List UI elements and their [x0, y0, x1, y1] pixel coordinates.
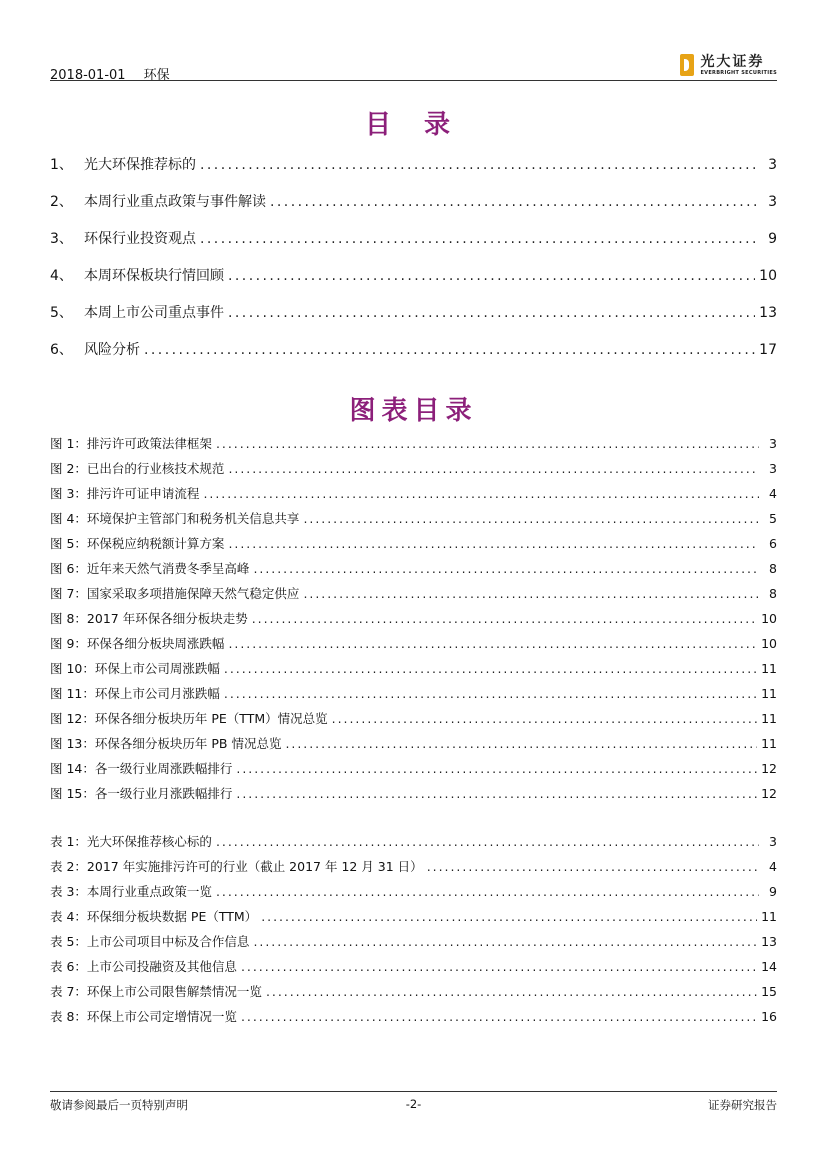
- dot-leader: [236, 786, 757, 801]
- toc-entry-page: 13: [759, 305, 777, 321]
- figure-entry-page: 6: [769, 536, 777, 551]
- report-date: 2018-01-01: [50, 68, 126, 83]
- figure-entry[interactable]: [50, 509, 777, 534]
- dot-leader: [200, 157, 759, 173]
- toc-entry-page: 9: [768, 231, 777, 247]
- figure-entry-page: 12: [761, 761, 777, 776]
- dot-leader: [285, 736, 757, 751]
- figure-entry[interactable]: [50, 659, 777, 684]
- toc-entry[interactable]: [50, 154, 777, 191]
- dot-leader: [261, 909, 757, 924]
- dot-leader: [228, 636, 757, 651]
- figure-entry-title[interactable]: 图 13：环保各细分板块历年 PB 情况总览: [50, 736, 282, 751]
- figure-entry[interactable]: [50, 684, 777, 709]
- table-entry-page: 3: [769, 834, 777, 849]
- toc-entry[interactable]: [50, 228, 777, 265]
- table-entry-title[interactable]: 表 3：本周行业重点政策一览: [50, 884, 212, 899]
- figure-entry-title[interactable]: 图 11：环保上市公司月涨跌幅: [50, 686, 220, 701]
- toc-entry-title[interactable]: 风险分析: [84, 342, 140, 358]
- toc-title: 目 录: [364, 110, 463, 140]
- figure-entry-page: 3: [769, 461, 777, 476]
- table-entry[interactable]: [50, 982, 777, 1007]
- toc-entry[interactable]: [50, 191, 777, 228]
- figure-entry[interactable]: [50, 784, 777, 809]
- page-footer: [50, 1097, 777, 1113]
- dot-leader: [303, 586, 759, 601]
- toc-entry[interactable]: [50, 339, 777, 376]
- header-divider: [50, 80, 777, 81]
- figure-entry-title[interactable]: 图 1：排污许可政策法律框架: [50, 436, 212, 451]
- table-entry-title[interactable]: 表 2：2017 年实施排污许可的行业（截止 2017 年 12 月 31 日）: [50, 859, 423, 874]
- figure-entry[interactable]: [50, 484, 777, 509]
- table-entry-page: 9: [769, 884, 777, 899]
- table-entry[interactable]: [50, 832, 777, 857]
- dot-leader: [228, 305, 755, 321]
- figure-entry-title[interactable]: 图 4：环境保护主管部门和税务机关信息共享: [50, 511, 300, 526]
- toc-list: [50, 154, 777, 376]
- table-entry[interactable]: [50, 1007, 777, 1032]
- figure-entry-title[interactable]: 图 3：排污许可证申请流程: [50, 486, 200, 501]
- logo-cn-text: 光大证券: [700, 53, 765, 70]
- page-number: -2-: [405, 1097, 422, 1111]
- table-entry-title[interactable]: 表 8：环保上市公司定增情况一览: [50, 1009, 237, 1024]
- charts-toc-title: 图表目录: [349, 396, 478, 426]
- figure-entry[interactable]: [50, 534, 777, 559]
- dot-leader: [224, 661, 757, 676]
- toc-entry-page: 3: [768, 194, 777, 210]
- figure-entry[interactable]: [50, 634, 777, 659]
- dot-leader: [270, 194, 759, 210]
- figure-entry-page: 11: [761, 736, 777, 751]
- figure-entry-title[interactable]: 图 6：近年来天然气消费冬季呈高峰: [50, 561, 250, 576]
- company-logo: [680, 52, 777, 78]
- toc-entry[interactable]: [50, 265, 777, 302]
- table-entry-title[interactable]: 表 5：上市公司项目中标及合作信息: [50, 934, 250, 949]
- figure-entry-title[interactable]: 图 8：2017 年环保各细分板块走势: [50, 611, 248, 626]
- figure-entry-page: 4: [769, 486, 777, 501]
- dot-leader: [228, 536, 759, 551]
- report-type: 证券研究报告: [708, 1098, 777, 1112]
- table-list: [50, 832, 777, 1032]
- figure-entry[interactable]: [50, 759, 777, 784]
- figure-entry-page: 10: [761, 611, 777, 626]
- dot-leader: [253, 561, 759, 576]
- dot-leader: [203, 486, 759, 501]
- figure-entry-page: 11: [761, 661, 777, 676]
- dot-leader: [266, 984, 757, 999]
- figure-entry-title[interactable]: 图 5：环保税应纳税额计算方案: [50, 536, 225, 551]
- toc-entry[interactable]: [50, 302, 777, 339]
- toc-entry-number: 1、: [50, 157, 73, 173]
- figure-entry-page: 11: [761, 711, 777, 726]
- toc-entry-number: 5、: [50, 305, 73, 321]
- figure-entry-title[interactable]: 图 9：环保各细分板块周涨跌幅: [50, 636, 225, 651]
- dot-leader: [200, 231, 759, 247]
- figure-entry-title[interactable]: 图 12：环保各细分板块历年 PE（TTM）情况总览: [50, 711, 328, 726]
- table-entry[interactable]: [50, 907, 777, 932]
- dot-leader: [241, 1009, 757, 1024]
- figure-entry[interactable]: [50, 734, 777, 759]
- table-entry-page: 4: [769, 859, 777, 874]
- figure-entry-page: 8: [769, 586, 777, 601]
- toc-entry-page: 17: [759, 342, 777, 358]
- figure-entry[interactable]: [50, 434, 777, 459]
- table-entry[interactable]: [50, 857, 777, 882]
- dot-leader: [252, 611, 757, 626]
- figure-entry-title[interactable]: 图 15：各一级行业月涨跌幅排行: [50, 786, 233, 801]
- table-entry-page: 16: [761, 1009, 777, 1024]
- dot-leader: [253, 934, 757, 949]
- figure-entry-title[interactable]: 图 14：各一级行业周涨跌幅排行: [50, 761, 233, 776]
- logo-en-text: EVERBRIGHT SECURITIES: [700, 69, 777, 76]
- table-entry[interactable]: [50, 882, 777, 907]
- table-entry-title[interactable]: 表 4：环保细分板块数据 PE（TTM）: [50, 909, 258, 924]
- table-entry-title[interactable]: 表 6：上市公司投融资及其他信息: [50, 959, 237, 974]
- figure-list: [50, 434, 777, 809]
- toc-entry-number: 6、: [50, 342, 73, 358]
- figure-entry[interactable]: [50, 459, 777, 484]
- figure-entry-title[interactable]: 图 7：国家采取多项措施保障天然气稳定供应: [50, 586, 300, 601]
- page-header: [50, 52, 777, 83]
- figure-entry[interactable]: [50, 609, 777, 634]
- footer-divider: [50, 1091, 777, 1092]
- logo-icon: [680, 54, 694, 76]
- figure-entry-page: 10: [761, 636, 777, 651]
- figure-entry-page: 3: [769, 436, 777, 451]
- toc-entry-title[interactable]: 环保行业投资观点: [84, 231, 196, 247]
- figure-entry[interactable]: [50, 709, 777, 734]
- toc-entry-title[interactable]: 光大环保推荐标的: [84, 157, 196, 173]
- table-entry-title[interactable]: 表 7：环保上市公司限售解禁情况一览: [50, 984, 262, 999]
- table-entry-page: 14: [761, 959, 777, 974]
- table-entry-page: 13: [761, 934, 777, 949]
- table-entry[interactable]: [50, 957, 777, 982]
- table-entry-title[interactable]: 表 1：光大环保推荐核心标的: [50, 834, 212, 849]
- table-entry-page: 15: [761, 984, 777, 999]
- dot-leader: [224, 686, 757, 701]
- figure-entry-page: 5: [769, 511, 777, 526]
- dot-leader: [303, 511, 759, 526]
- dot-leader: [228, 461, 759, 476]
- dot-leader: [236, 761, 757, 776]
- figure-entry[interactable]: [50, 559, 777, 584]
- dot-leader: [332, 711, 757, 726]
- dot-leader: [228, 268, 755, 284]
- toc-entry-page: 10: [759, 268, 777, 284]
- table-entry[interactable]: [50, 932, 777, 957]
- dot-leader: [216, 834, 759, 849]
- dot-leader: [216, 436, 759, 451]
- figure-entry[interactable]: [50, 584, 777, 609]
- report-sector: 环保: [143, 68, 170, 83]
- dot-leader: [216, 884, 759, 899]
- toc-entry-number: 2、: [50, 194, 73, 210]
- dot-leader: [427, 859, 759, 874]
- toc-entry-page: 3: [768, 157, 777, 173]
- figure-entry-page: 11: [761, 686, 777, 701]
- dot-leader: [144, 342, 755, 358]
- table-entry-page: 11: [761, 909, 777, 924]
- toc-entry-number: 3、: [50, 231, 73, 247]
- toc-entry-number: 4、: [50, 268, 73, 284]
- toc-entry-title[interactable]: 本周行业重点政策与事件解读: [84, 194, 266, 210]
- figure-entry-title[interactable]: 图 10：环保上市公司周涨跌幅: [50, 661, 220, 676]
- figure-entry-page: 12: [761, 786, 777, 801]
- disclaimer-note: 敬请参阅最后一页特别声明: [50, 1098, 188, 1112]
- dot-leader: [241, 959, 757, 974]
- toc-entry-title[interactable]: 本周环保板块行情回顾: [84, 268, 224, 284]
- toc-entry-title[interactable]: 本周上市公司重点事件: [84, 305, 224, 321]
- figure-entry-page: 8: [769, 561, 777, 576]
- figure-entry-title[interactable]: 图 2：已出台的行业核技术规范: [50, 461, 225, 476]
